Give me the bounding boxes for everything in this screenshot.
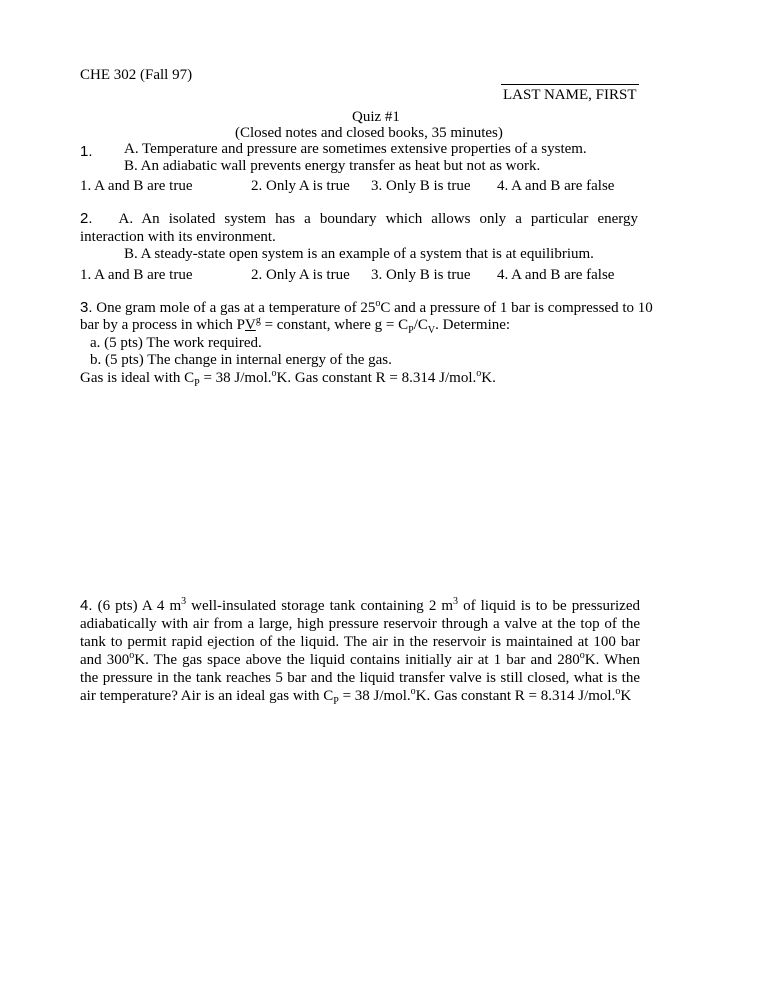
q3-line-2: bar by a process in which $PV^g$ = constant, where $g = C_P/C_V$. Determine:: [80, 315, 511, 336]
q1-statement-a: A. Temperature and pressure are sometimes extensive properties of a system.: [124, 141, 587, 157]
quiz-conditions: (Closed notes and closed books, 35 minutes): [235, 125, 503, 141]
name-underline: [501, 84, 639, 85]
q1-choice-1: 1. A and B are true: [80, 178, 193, 194]
q2-choice-3: 3. Only B is true: [371, 267, 471, 283]
quiz-title: Quiz #1: [352, 109, 400, 125]
q3-given: Gas is ideal with $C_P = 38$ J/mol.$^o$K. Gas constant R = 8.314 J/mol.$^o$K.: [80, 368, 496, 389]
q1-choice-4: 4. A and B are false: [497, 178, 615, 194]
q2-choice-4: 4. A and B are false: [497, 267, 615, 283]
q1-choice-2: 2. Only A is true: [251, 178, 350, 194]
q3-line-1: 3. One gram mole of a gas at a temperature of 25$^o$C and a pressure of 1 bar is compressed to 10: [80, 298, 653, 316]
q2-choice-1: 1. A and B are true: [80, 267, 193, 283]
q2-statement-b: B. A steady-state open system is an example of a system that is at equilibrium.: [124, 246, 594, 262]
q1-choice-3: 3. Only B is true: [371, 178, 471, 194]
q2-choice-2: 2. Only A is true: [251, 267, 350, 283]
q3-part-a: a. (5 pts) The work required.: [90, 335, 262, 351]
q4-paragraph: 4. (6 pts) A 4 $m^3$ well-insulated storage tank containing 2 $m^3$ of liquid is to be pressurized adiabatically with air from a large, high pressure reservoir through a valve at the top of the tank to permit rapid ejection of the liquid. The air in the reservoir is maintained at 100 bar and 300$^o$K. The gas space above the liquid contains initially air at 1 bar and 280$^o$K. When the pressure in the tank reaches 5 bar and the liquid transfer valve is still closed, what is the air temperature? Air is an ideal gas with $C_P = 38$ J/mol.$^o$K. Gas constant R = 8.314 J/mol.$^o$K: [80, 596, 640, 707]
q2-number: 2.: [80, 210, 93, 227]
q1-number: 1.: [80, 143, 93, 160]
q3-number: 3.: [80, 299, 93, 316]
name-label: LAST NAME, FIRST: [503, 87, 637, 103]
course-label: CHE 302 (Fall 97): [80, 67, 193, 83]
q1-statement-b: B. An adiabatic wall prevents energy transfer as heat but not as work.: [124, 158, 541, 174]
q2-statement-a: 2. A. An isolated system has a boundary which allows only a particular energy interaction with its environment.: [80, 210, 638, 245]
q3-part-b: b. (5 pts) The change in internal energy of the gas.: [90, 352, 392, 368]
q4-number: 4.: [80, 597, 93, 614]
